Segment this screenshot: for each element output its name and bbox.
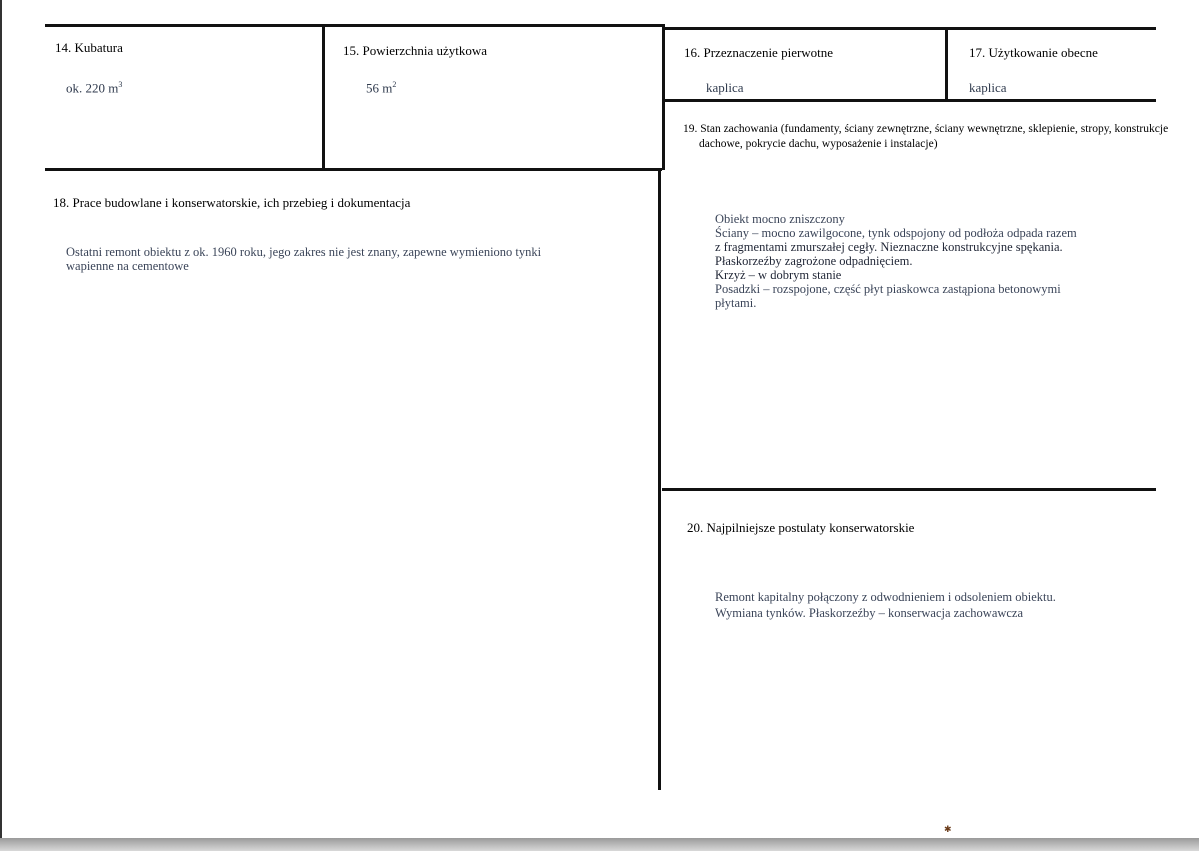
field-18-line: Ostatni remont obiektu z ok. 1960 roku, jego zakres nie jest znany, zapewne wymieniono tynki (66, 245, 542, 259)
rule-right-row1 (662, 99, 1156, 102)
field-17-value: kaplica (969, 80, 1007, 95)
rule-right-row2 (662, 488, 1156, 491)
field-18-line: wapienne na cementowe (66, 259, 189, 273)
field-19-line: Ściany – mocno zawilgocone, tynk odspojony od podłoża odpada razem (715, 226, 1077, 240)
rule-left-row1 (45, 168, 662, 171)
field-14-value-text: ok. 220 m (66, 80, 119, 96)
field-20-label: 20. Najpilniejsze postulaty konserwatorskie (687, 520, 915, 535)
field-19-line: Obiekt mocno zniszczony (715, 212, 845, 226)
field-20-text (715, 589, 1056, 621)
field-14-unit-sup: 3 (118, 80, 123, 89)
field-14-label: 14. Kubatura (55, 40, 123, 55)
rule-top-right (662, 27, 1156, 30)
field-19-line: Płaskorzeźby zagrożone odpadnięciem. (715, 254, 913, 268)
field-20-line: Remont kapitalny połączony z odwodnieniem i odsoleniem obiektu. (715, 590, 1056, 604)
rule-center (658, 170, 661, 790)
field-14-value (66, 80, 122, 96)
rule-col-14-15 (322, 24, 325, 170)
field-16-value: kaplica (706, 80, 744, 95)
scan-edge-bottom (0, 838, 1199, 851)
field-18-text (66, 245, 541, 273)
field-15-label: 15. Powierzchnia użytkowa (343, 43, 488, 58)
field-20-line: Wymiana tynków. Płaskorzeźby – konserwacja zachowawcza (715, 606, 1024, 620)
rule-col-15-16 (662, 24, 665, 170)
field-19-line: z fragmentami zmurszałej cegły. Nieznaczne konstrukcyjne spękania. (715, 240, 1063, 254)
rule-col-16-17 (945, 27, 948, 101)
rule-top-left (45, 24, 662, 27)
scan-edge-left (0, 0, 2, 851)
ink-smudge-mark: ✱ (944, 824, 952, 834)
field-16-label: 16. Przeznaczenie pierwotne (684, 45, 834, 60)
field-19-line: Krzyż – w dobrym stanie (715, 268, 842, 282)
field-17-label: 17. Użytkowanie obecne (969, 45, 1098, 60)
field-19-text (715, 212, 1077, 310)
field-19-line: płytami. (715, 296, 757, 310)
field-15-value-text: 56 m (366, 80, 393, 96)
field-15-unit-sup: 2 (392, 80, 397, 89)
field-18-label: 18. Prace budowlane i konserwatorskie, ich przebieg i dokumentacja (53, 195, 411, 210)
field-19-label: 19. Stan zachowania (fundamenty, ściany zewnętrzne, ściany wewnętrzne, sklepienie, stropy, konstrukcje dachowe, pokrycie dachu, wyposażenie i instalacje) (683, 123, 1169, 150)
field-19-line: Posadzki – rozspojone, część płyt piaskowca zastąpiona betonowymi (715, 282, 1061, 296)
field-15-value (366, 80, 396, 96)
